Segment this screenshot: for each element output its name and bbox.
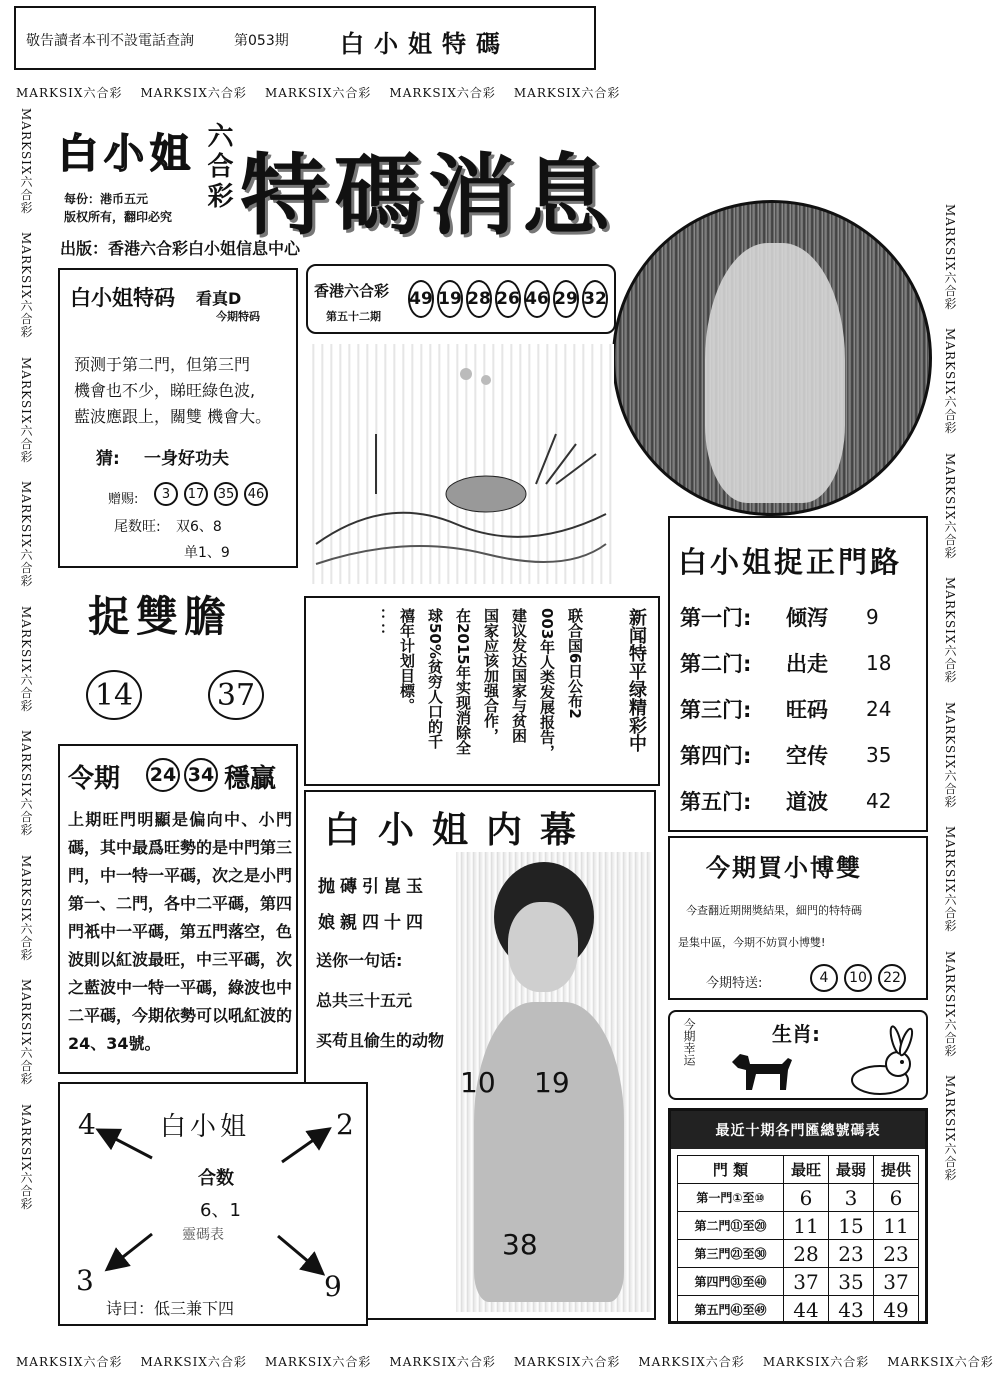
combine-title: 白小姐 — [160, 1112, 251, 1142]
summary-table — [677, 1155, 919, 1324]
door-name: 道波 — [786, 790, 828, 814]
guess-value: 一身好功夫 — [144, 449, 229, 469]
border-strip-top: MARKSIX六合彩 MARKSIX六合彩 MARKSIX六合彩 MARKSIX六合彩 MARKSIX六合彩 — [16, 80, 608, 104]
table-cell-door: 第三門㉑至㉚ — [678, 1240, 784, 1268]
combine-corner: 9 — [324, 1270, 342, 1303]
lottery-result — [306, 264, 616, 334]
news-line: 003年人类发展报告， — [538, 608, 556, 760]
inside-line: 买苟且偷生的动物 — [316, 1031, 445, 1050]
news-line: 建议发达国家与贫困 — [510, 608, 528, 743]
this-period-win — [58, 744, 298, 1074]
buy-double-number: 22 — [878, 964, 906, 992]
combine-stamp: 靈碼表 — [182, 1227, 224, 1243]
doors-box — [668, 516, 928, 832]
buy-double-desc: 今查翻近期開獎結果，細門的特特碼 — [686, 904, 862, 917]
border-strip-left: MARKSIX六合彩 MARKSIX六合彩 MARKSIX六合彩 MARKSIX六合彩 MARKSIX六合彩 MARKSIX六合彩 MARKSIX六合彩 MARKSIX六合彩 MARKSIX六合彩 — [18, 108, 40, 1344]
header-brand: 白小姐特碼 — [340, 30, 510, 58]
combine-corner: 2 — [336, 1108, 354, 1141]
lottery-ball: 29 — [553, 280, 579, 318]
lottery-ball: 28 — [466, 280, 492, 318]
inside-number: 10 — [460, 1066, 496, 1099]
buy-double-desc: 是集中區，今期不妨買小博雙! — [678, 936, 826, 949]
door-value: 18 — [866, 651, 892, 675]
lottery-ball: 19 — [437, 280, 463, 318]
door-value: 24 — [866, 697, 892, 721]
table-row — [678, 1212, 919, 1240]
news-line: 国家应该加强合作， — [482, 608, 500, 743]
door-row — [680, 640, 920, 686]
header-issue: 第053期 — [234, 33, 289, 49]
table-cell-max: 44 — [783, 1296, 828, 1324]
gift-number: 46 — [244, 482, 268, 506]
table-cell-door: 第一門①至⑩ — [678, 1184, 784, 1212]
door-value: 42 — [866, 789, 892, 813]
gift-number: 17 — [184, 482, 208, 506]
win-number: 24 — [146, 758, 180, 792]
rabbit-icon — [840, 1026, 920, 1098]
door-name: 倾泻 — [786, 606, 828, 630]
gift-number: 3 — [154, 482, 178, 506]
combine-subtitle: 合数 — [198, 1168, 234, 1189]
inside-line: 总共三十五元 — [316, 991, 413, 1010]
combine-value: 6、1 — [200, 1200, 241, 1221]
zodiac-box — [668, 1010, 928, 1100]
summary-table-box — [668, 1108, 928, 1324]
table-header: 提供 — [873, 1156, 918, 1184]
prediction-line: 预测于第二門，但第三門 — [74, 355, 251, 374]
buy-double-title: 今期買小博雙 — [706, 854, 862, 882]
table-cell-give: 11 — [873, 1212, 918, 1240]
border-strip-right: MARKSIX六合彩 MARKSIX六合彩 MARKSIX六合彩 MARKSIX六合彩 MARKSIX六合彩 MARKSIX六合彩 MARKSIX六合彩 MARKSIX六合彩 — [942, 204, 966, 1344]
photo-body — [474, 1002, 624, 1302]
table-row — [678, 1240, 919, 1268]
inside-line: 娘親四十四 — [318, 913, 428, 933]
masthead-logo: 白小姐 — [58, 130, 196, 177]
inside-line: 抛磚引崑玉 — [318, 877, 428, 897]
gift-label: 赠赐: — [108, 492, 139, 507]
masthead-publisher: 出版：香港六合彩白小姐信息中心 — [60, 239, 301, 258]
guess-label: 猜: — [96, 449, 120, 469]
tail-single: 单1、9 — [184, 545, 230, 561]
prediction-line: 藍波應跟上，關雙 機會大。 — [74, 407, 272, 426]
combine-corner: 3 — [76, 1264, 94, 1297]
door-row — [680, 732, 920, 778]
special-code-subtitle: 今期特码 — [216, 310, 260, 323]
special-code-title: 白小姐特码 — [70, 286, 175, 310]
buy-double-gift-label: 今期特送: — [706, 976, 763, 991]
inside-line: 送你一句话: — [316, 951, 403, 970]
inside-story-title: 白小姐内幕 — [324, 809, 595, 851]
prediction-line: 機會也不少，睇旺綠色波, — [74, 381, 256, 400]
table-cell-give: 6 — [873, 1184, 918, 1212]
door-label: 第二门: — [680, 652, 752, 676]
win-text: 上期旺門明顯是偏向中、小門碼，其中最爲旺勢的是中門第三門，中一特一平碼，次之是小門第一、二門，各中二平碼，第四門衹中一平碼，第五門落空，色波則以紅波最旺，中三平碼，次之藍波中一特一平碼，綠波也中二平碼，今期依勢可以吼紅波的24、34號。 — [68, 810, 293, 1053]
summary-table-wrap — [677, 1155, 919, 1324]
combine-corner: 4 — [78, 1108, 96, 1141]
door-name: 空传 — [786, 744, 828, 768]
doors-title: 白小姐捉正門路 — [678, 545, 903, 579]
door-row — [680, 778, 920, 824]
news-line: 禧年计划目標。 — [398, 608, 416, 713]
table-header: 最弱 — [828, 1156, 873, 1184]
door-label: 第五门: — [680, 790, 752, 814]
buy-double-number: 4 — [810, 964, 838, 992]
table-header: 門 類 — [678, 1156, 784, 1184]
news-line: 在2015年实现消除全 — [454, 608, 472, 755]
lottery-ball: 49 — [408, 280, 434, 318]
table-cell-door: 第二門⑪至⑳ — [678, 1212, 784, 1240]
table-cell-door: 第四門㉛至㊵ — [678, 1268, 784, 1296]
door-value: 35 — [866, 743, 892, 767]
inside-number: 19 — [534, 1066, 570, 1099]
door-label: 第一门: — [680, 606, 752, 630]
cover-photo-figure — [705, 243, 845, 503]
header-notice: 敬告讀者本刊不設電話查詢 — [26, 33, 194, 49]
news-line: 联合国6日公布2 — [566, 608, 584, 719]
landscape-illustration — [306, 344, 614, 584]
table-cell-max: 37 — [783, 1268, 828, 1296]
doors-list — [680, 594, 920, 824]
zodiac-side: 今期幸运 — [682, 1018, 696, 1066]
lottery-ball: 46 — [524, 280, 550, 318]
lottery-label: 香港六合彩 — [314, 282, 390, 300]
table-cell-give: 37 — [873, 1268, 918, 1296]
border-strip-bottom: MARKSIX六合彩 MARKSIX六合彩 MARKSIX六合彩 MARKSIX六合彩 MARKSIX六合彩 MARKSIX六合彩 MARKSIX六合彩 MARKSIX六合彩 — [16, 1348, 961, 1374]
table-header: 最旺 — [783, 1156, 828, 1184]
gift-number: 35 — [214, 482, 238, 506]
table-cell-min: 35 — [828, 1268, 873, 1296]
win-prefix: 令期 — [68, 764, 121, 794]
win-suffix: 穩贏 — [224, 764, 277, 794]
gift-numbers — [154, 482, 268, 506]
catch-double-title: 捉雙膽 — [88, 592, 233, 641]
door-label: 第四门: — [680, 744, 752, 768]
door-label: 第三门: — [680, 698, 752, 722]
table-row — [678, 1268, 919, 1296]
tail-double: 双6、8 — [176, 519, 222, 535]
table-cell-min: 15 — [828, 1212, 873, 1240]
table-cell-max: 28 — [783, 1240, 828, 1268]
buy-double-numbers — [810, 964, 906, 992]
catch-double-number: 37 — [208, 670, 264, 720]
table-cell-min: 3 — [828, 1184, 873, 1212]
masthead-title: 特碼消息 — [240, 143, 617, 247]
lottery-ball: 26 — [495, 280, 521, 318]
lottery-ball: 32 — [582, 280, 608, 318]
masthead — [50, 112, 620, 260]
table-row — [678, 1184, 919, 1212]
table-row — [678, 1296, 919, 1324]
news-heading: 新闻特平绿精彩中 — [626, 608, 647, 752]
inside-number: 38 — [502, 1228, 538, 1261]
catch-double — [58, 578, 298, 718]
special-code-box — [58, 268, 298, 568]
table-cell-max: 6 — [783, 1184, 828, 1212]
news-line: ：： — [370, 608, 388, 638]
news-text — [366, 608, 586, 778]
buy-double — [668, 836, 928, 1000]
table-cell-door: 第五門㊶至㊾ — [678, 1296, 784, 1324]
summary-table-title: 最近十期各門匯總號碼表 — [671, 1111, 925, 1149]
top-header — [14, 6, 596, 70]
news-box — [304, 596, 660, 786]
lottery-period: 第五十二期 — [326, 310, 381, 323]
landscape-drawing — [306, 344, 614, 584]
catch-double-number: 14 — [86, 670, 142, 720]
win-number: 34 — [184, 758, 218, 792]
door-row — [680, 594, 920, 640]
photo-face — [508, 902, 578, 992]
zodiac-label: 生肖: — [772, 1022, 820, 1046]
combine-poem: 诗曰：低三兼下四 — [106, 1299, 235, 1318]
masthead-price: 每份：港币五元 — [64, 192, 149, 206]
cover-photo — [612, 200, 932, 516]
tail-label: 尾数旺: — [114, 519, 161, 535]
arrow-icons — [60, 1084, 370, 1328]
buy-double-number: 10 — [844, 964, 872, 992]
combine-box — [58, 1082, 368, 1326]
table-cell-min: 23 — [828, 1240, 873, 1268]
door-name: 出走 — [786, 652, 828, 676]
door-value: 9 — [866, 605, 879, 629]
door-name: 旺码 — [786, 698, 828, 722]
news-line: 球50%贫穷人口的千 — [426, 608, 444, 749]
masthead-rights: 版权所有，翻印必究 — [64, 210, 173, 224]
special-code-look: 看真D — [196, 289, 242, 308]
table-cell-max: 11 — [783, 1212, 828, 1240]
masthead-lottery: 六合彩 — [203, 122, 233, 212]
table-cell-give: 49 — [873, 1296, 918, 1324]
door-row — [680, 686, 920, 732]
table-cell-min: 43 — [828, 1296, 873, 1324]
table-cell-give: 23 — [873, 1240, 918, 1268]
dog-icon — [726, 1040, 798, 1096]
lottery-numbers — [408, 280, 611, 318]
